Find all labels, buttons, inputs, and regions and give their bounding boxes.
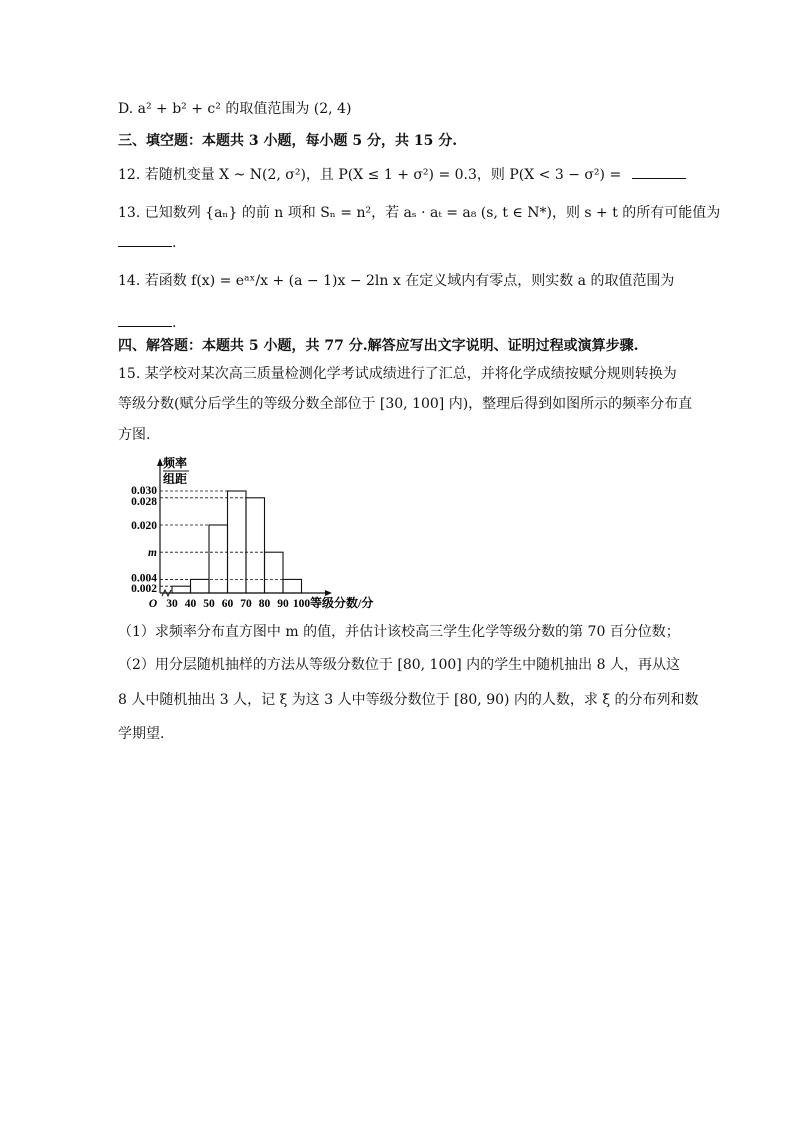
option-d: D. a² + b² + c² 的取值范围为 (2, 4) xyxy=(118,101,352,117)
answer-blank-13-line: . xyxy=(118,232,176,253)
answer-blank-13[interactable] xyxy=(118,232,172,247)
question-14: 14. 若函数 f(x) = eᵃˣ/x + (a − 1)x − 2ln x 在定义域内有零点，则实数 a 的取值范围为 xyxy=(118,273,675,289)
question-15-line2: 等级分数(赋分后学生的等级分数全部位于 [30, 100] 内)，整理后得到如图所示的频率分布直 xyxy=(118,396,693,412)
answer-blank-12[interactable] xyxy=(632,164,686,179)
question-15-part2-line2: 8 人中随机抽出 3 人，记 ξ 为这 3 人中等级分数位于 [80, 90) 内的人数，求 ξ 的分布列和数 xyxy=(118,692,699,708)
y-axis-label-numerator: 频率 xyxy=(163,456,188,470)
y-tick-label-0.028: 0.028 xyxy=(131,495,157,508)
x-axis-label: 等级分数/分 xyxy=(310,596,374,610)
bar-[80,90) xyxy=(265,552,284,593)
frequency-histogram xyxy=(118,452,408,614)
section4-heading: 四、解答题：本题共 5 小题，共 77 分.解答应写出文字说明、证明过程或演算步骤. xyxy=(118,338,639,354)
bar-[30,40) xyxy=(172,586,191,593)
bar-[70,80) xyxy=(246,498,265,593)
question-15-part1: （1）求频率分布直方图中 m 的值，并估计该校高三学生化学等级分数的第 70 百分位数； xyxy=(118,624,680,640)
x-tick-label-90: 90 xyxy=(277,598,289,610)
y-tick-label-m: m xyxy=(148,547,157,560)
section3-heading: 三、填空题：本题共 3 小题，每小题 5 分，共 15 分. xyxy=(118,133,458,149)
question-15-part2-line3: 学期望. xyxy=(118,726,165,742)
axis-break-mark xyxy=(162,590,171,596)
bar-[60,70) xyxy=(228,491,247,593)
question-15-line3: 方图. xyxy=(118,427,151,443)
bar-[50,60) xyxy=(209,525,228,593)
x-tick-label-40: 40 xyxy=(184,598,197,610)
bar-[90,100] xyxy=(283,579,302,593)
x-tick-label-30: 30 xyxy=(166,598,178,610)
question-12: 12. 若随机变量 X ~ N(2, σ²)，且 P(X ≤ 1 + σ²) = 0.3，则 P(X < 3 − σ²) = xyxy=(118,164,686,185)
y-tick-label-0.002: 0.002 xyxy=(131,583,157,596)
origin-label: O xyxy=(148,598,158,610)
y-tick-label-0.004: 0.004 xyxy=(131,572,157,585)
x-tick-label-70: 70 xyxy=(240,598,252,610)
question-15-line1: 15. 某学校对某次高三质量检测化学考试成绩进行了汇总，并将化学成绩按赋分规则转换为 xyxy=(118,366,677,382)
bar-[40,50) xyxy=(191,579,210,593)
x-tick-label-50: 50 xyxy=(203,598,215,610)
x-tick-label-60: 60 xyxy=(221,598,234,610)
question-13: 13. 已知数列 {aₙ} 的前 n 项和 Sₙ = n²，若 aₛ · aₜ = a₈ (s, t ∈ N*)，则 s + t 的所有可能值为 xyxy=(118,205,721,221)
y-axis-label-denominator: 组距 xyxy=(163,472,188,486)
y-tick-label-0.020: 0.020 xyxy=(131,520,157,532)
answer-blank-14[interactable] xyxy=(118,312,172,327)
question-15-part2-line1: （2）用分层随机抽样的方法从等级分数位于 [80, 100] 内的学生中随机抽出 8 人，再从这 xyxy=(118,657,680,673)
x-tick-label-100: 100 xyxy=(292,598,311,610)
x-tick-label-80: 80 xyxy=(258,598,271,610)
answer-blank-14-line: . xyxy=(118,312,176,333)
y-tick-label-0.030: 0.030 xyxy=(131,485,157,497)
